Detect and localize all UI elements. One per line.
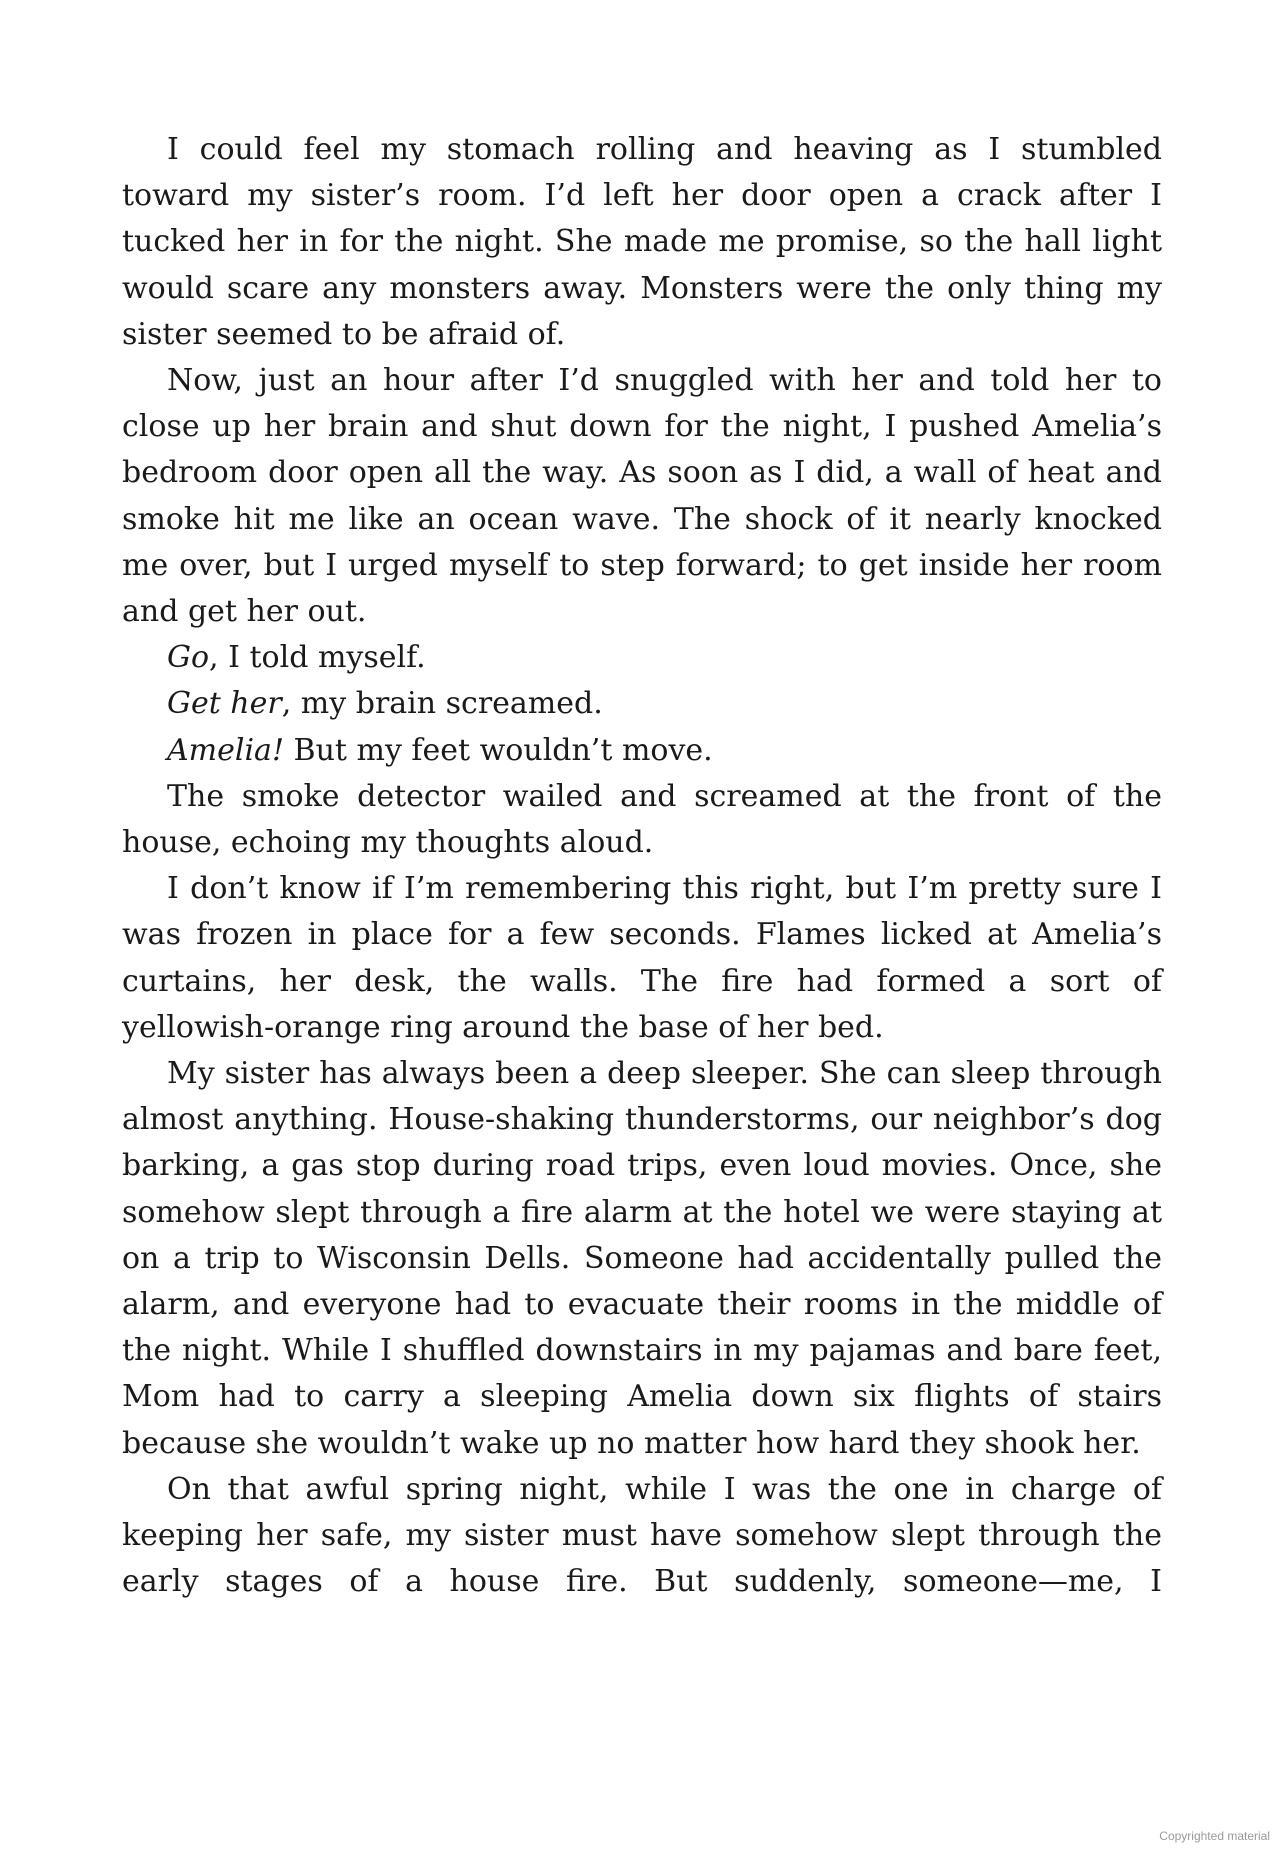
paragraph-3-rest: , I told myself.	[209, 640, 426, 676]
italic-amelia: Amelia!	[167, 732, 284, 768]
paragraph-4	[122, 681, 1162, 727]
paragraph-5-rest: But my feet wouldn’t move.	[284, 732, 713, 768]
paragraph-8: My sister has always been a deep sleeper. She can sleep through almost anything. House-shaking thunderstorms, our neighbor’s dog barking, a gas stop during road trips, even loud movies. Once, she somehow slept through a fire alarm at the hotel we were staying at on a trip to Wisconsin Dells. Someone had accidentally pulled the alarm, and everyone had to evacuate their rooms in the middle of the night. While I shuffled downstairs in my pajamas and bare feet, Mom had to carry a sleeping Amelia down six flights of stairs because she wouldn’t wake up no matter how hard they shook her.	[122, 1056, 1162, 1461]
paragraph-9: On that awful spring night, while I was the one in charge of keeping her safe, my sister must have somehow slept through the early stages of a house fire. But suddenly, someone—me, I	[122, 1471, 1162, 1600]
italic-go: Go	[167, 640, 210, 676]
body-text	[122, 127, 1162, 1606]
paragraph-6: The smoke detector wailed and screamed at the front of the house, echoing my thoughts aloud.	[122, 778, 1162, 861]
paragraph-5	[122, 728, 1162, 774]
paragraph-1: I could feel my stomach rolling and heaving as I stumbled toward my sister’s room. I’d left her door open a crack after I tucked her in for the night. She made me promise, so the hall light would scare any monsters away. Monsters were the only thing my sister seemed to be afraid of.	[122, 132, 1162, 352]
italic-get-her: Get her	[167, 686, 282, 722]
paragraph-4-rest: , my brain screamed.	[281, 686, 603, 722]
paragraph-2: Now, just an hour after I’d snuggled with her and told her to close up her brain and shut down for the night, I pushed Amelia’s bedroom door open all the way. As soon as I did, a wall of heat and smoke hit me like an ocean wave. The shock of it nearly knocked me over, but I urged myself to step forward; to get inside her room and get her out.	[122, 363, 1162, 630]
paragraph-7: I don’t know if I’m remembering this right, but I’m pretty sure I was frozen in place for a few seconds. Flames licked at Amelia’s curtains, her desk, the walls. The fire had formed a sort of yellowish-orange ring around the base of her bed.	[122, 871, 1162, 1045]
paragraph-3	[122, 635, 1162, 681]
copyright-notice: Copyrighted material	[1159, 1829, 1270, 1843]
